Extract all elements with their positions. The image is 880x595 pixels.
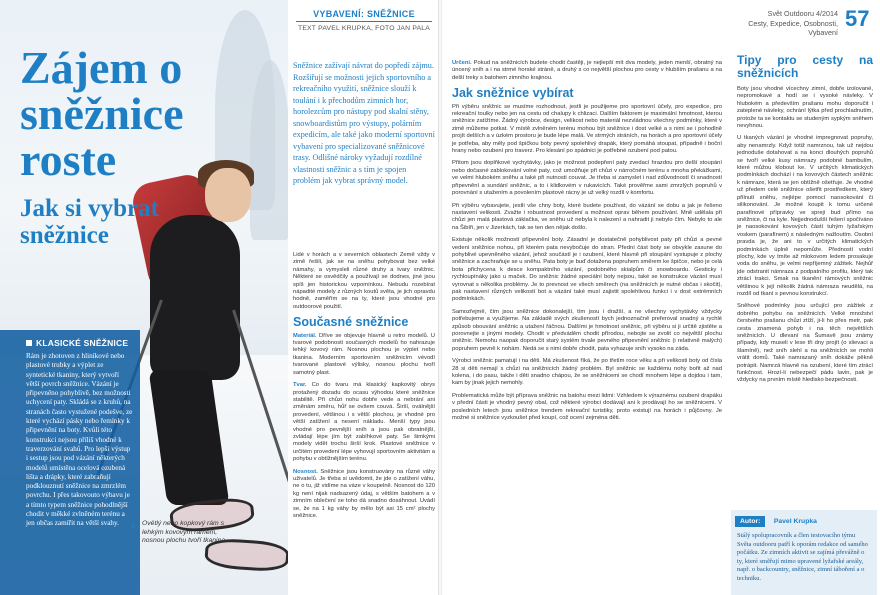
paragraph: Přitom jsou doplňkové vychytávky, jako je možnost podepření paty zvedací hrazdou pro delší stoupání nebo dočasné zablokování volné paty, což umožňuje při chůzi v nárročném terénu s mnoha překážkami, ve velmi hlubokém sněhu a také při nutnosti couvat. Je třeba si zamyslet i nad zdůvodností či snadností připevnění a sundání sněžnic, a to i klidkovém v rukavicích. Také prověřme sami zmrzlých popruhů v porovnání s utažením a povolením plastové rácny je už velký rozdíl v komfortu. [452,160,722,197]
author-bio: Stálý spolupracovník a člen testovacího týmu Světa outdooru patří k oporám redakce od samého počátku. Ze zimních aktivit se zajímá převážně o ty, které směřují mimo upravené lyžařské areály, např. o backcountry, sněžnice, zimní táboření a o techniku. [737,532,868,582]
square-bullet-icon [26,340,32,346]
sidebar-text: Rám je zhotoven z hliníkové nebo plastové trubky a výplet ze syntetické tkaniny, který vytvoří větší povrch sněžnice. Vázání je připevněno pohyblivě, bez možnosti uchycení paty. Skládá se z kruhů, na stranách často vystužené podešve, ze které vychází pásky nebo řemínky k připevnění na boty. Kvůli této konstrukci nejsou příliš vhodné k traverzování svahů. Pro lepší výstup i sestup jsou pod vázání některých modelů umístěna ocelová ozubená lišta a drápky, které zabraňují podklouznutí sněžnice na zmrzlém povrchu. I přes takovouto výbavu je a tímto typem sněžnice pohodlnější chodit v měkké zvlněném terénu a jen občas zamířit na větší svahy. [26,352,133,528]
author-box [731,510,877,595]
sidebar-heading-text: KLASICKÉ SNĚŽNICE [36,338,129,348]
page-number: 57 [845,6,870,31]
paragraph [293,469,435,521]
paragraph: U tkaných vázání je vhodné impregnovat popruhy, aby nenamrzly. Když totiž namrznou, tak už nejdou jednoduše dotahovat a na konci dlouhých popruhů se tvoří velké kusy námrazy podobné bambulím, které můžou klobout ke. V určitých klimatických podmínkách dochází i na kovových částech sněžnic k námraze, která se jen obtížně ošetřuje. Je vhodné už předem celé sněžnice ošetřit prostředkem, který přilnutí sněhu, nejlépe pomocí naosokování či silikonování. Je možné koupit k tomu určené parafínové přípravky ve spreji bud přímo na sněžnice, či na kyle. Nejjednodušší řešení spočíváno je naosokování kovových částí tuhým lyžařským voskem (parafínem) s následným nažloutím. Osobní pravda je, že ani to v určitých klimatických podmínkách úplně nepomůže. Předností vodní plochy, kde vy tmíte až mlokovom ledem prosakuje voda do sněhu, je velmi nepříjemný zážitek. Nejhůř jde odstranit námraza z podpatního profilu, který tak ztrácí trakci. Smak na tkanění rámových sněžnic většinou k její několik žádná námraza neudělá, na rozdíl od tkaní s pevnou konstrukcí. [737,135,873,297]
paragraph: Sněhové podmínky jsou určující pro zážitek z dobrého pohybu na sněžnicích. Velké množství čerstvého prašanu chůzi ztíží, ji-li ho přes metr, pak cesta znamená pohyb i na těch největších sněžnicích. U dlevaní na Šumavě jsou známy případy, kdy museli v lese tři dny projít (o slievaci a šlamíně), než sníh slehl a na sněžnicích se mohli vrátit domů. Také namrazaný sníh dokáže pěkně potrápit. Namrzá hlavně na ozubení, které tím ztrácí funkčnost. Hrozí-li nebezpečí pádu lavin, pak je vždycky na prvním místě hledisko bezpečnosti. [737,303,873,384]
paragraph [452,60,722,82]
title-block [20,42,270,249]
photo-caption: Ovětlý nebo kopkový rám s lehkým kovovým rámem, nosnou plochu tvoří tkanina. [142,520,228,544]
author-name: Pavel Krupka [773,518,817,525]
paragraph-text: Pokud na sněžnicích budete chodit častěji, je nejlepší mít dva modely, jeden menší, obratný na únosný sníh a i na strmé horské stráně, a druhý s co největší plochou pro cesty v hlubším prašanu a na delší treky s batohem zimního krajinou. [452,60,722,81]
paragraph-lead: Nosnost. [293,468,318,475]
sidebar-heading [26,338,140,348]
intro-paragraph: Sněžnice zažívají návrat do popředí zájmu. Rozšiřují se možnosti jejich sportovního a rekreačního využití, sněžnice slouží k toulání i k přechodům zimních hor, horolezcům pro nástupy pod skalní stěny, snowboardistům pro výstupy, polárním expedicím, ale také jako moderní sportovní vybavení pro specializované sněžnicové trasy. Odlišné nároky vyžadují rozdílné vlastnosti sněžnic a s tím je spojen problém jak vybrat správný model. [293,61,435,185]
paragraph-text: Sněžnice jsou konstruovány na různé váhy uživatelů. Je třeba si uvědomit, že jde o zatížení váhu, ne o tu, již vidíme na váze v koupelně. Nosnost do 120 kg není nijak nadsazený údaj, s větším batohem a v zimním oblečení se toho dá snadno dosáhnout. Uvádí se, že na 1 kg váhy by mělo být asi 15 cm² plochy sněžnice. [293,468,435,519]
section-rubric: VYBAVENÍ: SNĚŽNICE [296,9,432,22]
paragraph: Výrobci sněžnic pamatují i na děti. Má zkušenost říká, že po třetím roce věku a při velikosti boty od čísla 28 si děti nemají s chůzí na sněžnicích žádný problém. Byl sněžnic se každému nohy bořit až nad kolena, i do pasu, takže i děti snadno chápou, že se sněžnicemi se chodí mnohem lépe a dojdou i tam, kam by jinak jejich nemohly. [452,358,722,387]
section-heading: Jak sněžnice vybírat [452,86,574,101]
paragraph-text: Co do tvaru má klasický kapkovitý obrys protažený dozadu do ocasu výhodou které sněžnice stabilitě. Při chůzi nohu dobře vede a nebrání ani změnám směru, hůř se ovšem couvá. Širší, oválnější provedení, většinou i s větší plochou, je vhodné pro větší zatížení a nesení nákladu. Menší typy jsou vhodné pro pevnější sníh a jsou pak obratnější, zvládají lépe jím být zabíhkové paty. Se šimkými modely vidět trochu širší krok. Plastové sněžnice v určitém provedení lépe vyhovují sportovním aktivitám a pohybu v obtížnějším terénu. [293,382,435,463]
column-3 [737,50,873,390]
article-subtitle: Jak si vybrat sněžnice [20,195,159,249]
paragraph: Samozřejmě, čím jsou sněžnice dokonalejší, tím jsou i dražší, a ne všechny vychytávky vždycky potřebujeme a využijeme. Na základě svých zkušeností bych jednoznačně preferoval snadný a rychlé způsob obouvání sněžnic a utažení řáčnou. Dalšími je hmotnost sněžnic, při výběru si ji určitě zjistěte a porovnejte s jinými modely. Chodit v předváděm chodit přírodou, nebojte se zvolit co největší plochu sněžnic. Nemohu naopak doporučit starý systém trvale pevného připevnění sněžnic (i relativně malých) popruhem pevně k nohám. Nedá se s nimi dobře chodit, pata vyhazuje sníh vysoko na záda. [452,308,722,352]
paragraph [293,382,435,463]
paragraph-text: Dříve se objevuje hlavně u retro modelů. U tvarové podobnosti současných modelů ho nahrazuje lehký kovový rám. Nosnou plochou je výplet nebo tkanina. Moderním sportovním sněžnicím vévodí tvarované plastové výlisky, nosnou plochu tvoří samotný plast. [293,332,435,376]
caption-arrow-icon: ▸ [132,523,136,530]
paragraph: Boty jsou vhodné vícechny zimní, dobře izolované, nepromokavé a hodí se i vysoké návleky. V hlubokém a především prašanu mohu doporučit i zateplené návleky, ochrání lýtka před prochladnutím, protože ta se kontaktu se studeným sypkým sněhem nevyhnou. [737,86,873,130]
paragraph-lead: Materiál. [293,332,317,339]
section-heading: Současné sněžnice [293,315,409,330]
column-2 [452,60,722,427]
magazine-issue: Svět Outdooru 4/2014 [767,9,838,18]
sidebar-box [0,330,140,595]
paragraph-lead: Určení. [452,60,472,66]
author-tag: Autor: [735,516,765,527]
byline-block [296,9,432,32]
paragraph: Existuje několik možností připevnění boty. Zásadní je dostatečně pohyblivost paty při chůzi a pevné vedení sněžnice nohou, při kterém pata nevybočuje do stran. Přední část boty se obvykle zasune do pohyblivé upevněného vázání, jehož součástí je i ozubení, které hlavně při stoupání vystupuje z plochy sněžnice a zachraňuje se u sněhu. Pata boty je buď dotažena popruhem směrem ke špičce, nebo je celá bota přichycena k desce kompaktního vázání, podobného skialpům či snowboardu. Gesticky i rychloupínáky jako u maček. Do sněžnic žádné speciální boty nejsou, také se konstrukce vázání musí vyrovnat s několika problémy. Je to prevnost ve všech směrech (na sněžnicích je nutné občas i skočit), pak nastavení různých velikostí bot a vázání také musí zajistit spolehlivou funkci i v dost extrémních podmínkách. [452,237,722,303]
paragraph: Problematická může být příprava sněžnic na batohu mezi lidmi: Vzhledem k výraznému ozubení drapáku v přední části je vhodný pevný obal, což některé výrobci dodávají ani k prodávají ho se sněžnicemi. V posledních letech jsou sněžnice trendem rekreační turistiky, proto existují na horách i půjčovny. Je možné si sněžnice vyzkoušet před koupí, což ocení zejména děti. [452,392,722,422]
paragraph-lead: Tvar. [293,382,307,389]
paragraph [293,333,435,377]
running-header [742,9,838,38]
section-list: Cesty, Expedice, Osobnosti, Vybavení [748,18,838,37]
byline: TEXT PAVEL KRUPKA, FOTO JAN PALA [297,25,431,32]
paragraph: Lidé v horách a v severních oblastech Země vždy v zimě řešili, jak se na sněhu pohybovat bez velké námahy, a vymysleli různé druhy a tvary sněžnic. Některé se osvědčily a používají se dodnes, jiné jsou spíš jen historickou vzpomínkou. Nebudu rozebírat nápadité modely z různých koutů světa, je jich opravdu hodně, zaměřím se na ty, které jsou vhodné pro outdoorové použití. [293,252,435,310]
tips-heading: Tipy pro cesty na sněžnicích [737,53,873,80]
page-gutter [438,0,442,595]
article-title: Zájem o sněžnice roste [20,42,184,185]
paragraph: Při výběru vybavujete, jestli vše chny boty, které budete používat, do vázání se dobu a jak je řešeno nastavení velikosti. Zvažte i robustnost provedení a možnost oprav během používání. Mně udělala při chůzi jen malá plastová záklačka, ve sněhu už nebyla k nalezení a nahradit ji nebylo čím. Nebylo to ale na Šibíři, jen v Jizerkách, tak se ten den nějak došlo. [452,202,722,231]
paragraph: Při výběru sněžnic se musíme rozhodnout, jestli je použijeme pro sportovní účely, pro expedice, pro rekreační toulky nebo jen na cestu od chalupy k chlizaci. Dalším faktorem je maximální hmotnost, kterou sněžnice zatížíme. Žádný výrobce, design, velikost nebo materiál nezvládnou všechny podmínky, které v zimě můžeme potkat. V místě zvlněném terénu mohou být sněžnice i dost velké a s nimi se i pohodlně projít delších a v úzkém prostoru je bude lépe malá. Ve strmých stráních, na horách a pro sportovní účely je potřeba, aby měly pod špičkou boty pevný spolehlivý drapák, který pomáhá stoupat, případně i boční hrany nebo ozubení pro traverz. Pro klesání po spádnici je potřebné ozubení pod patou. [452,103,722,155]
column-1 [293,252,435,525]
